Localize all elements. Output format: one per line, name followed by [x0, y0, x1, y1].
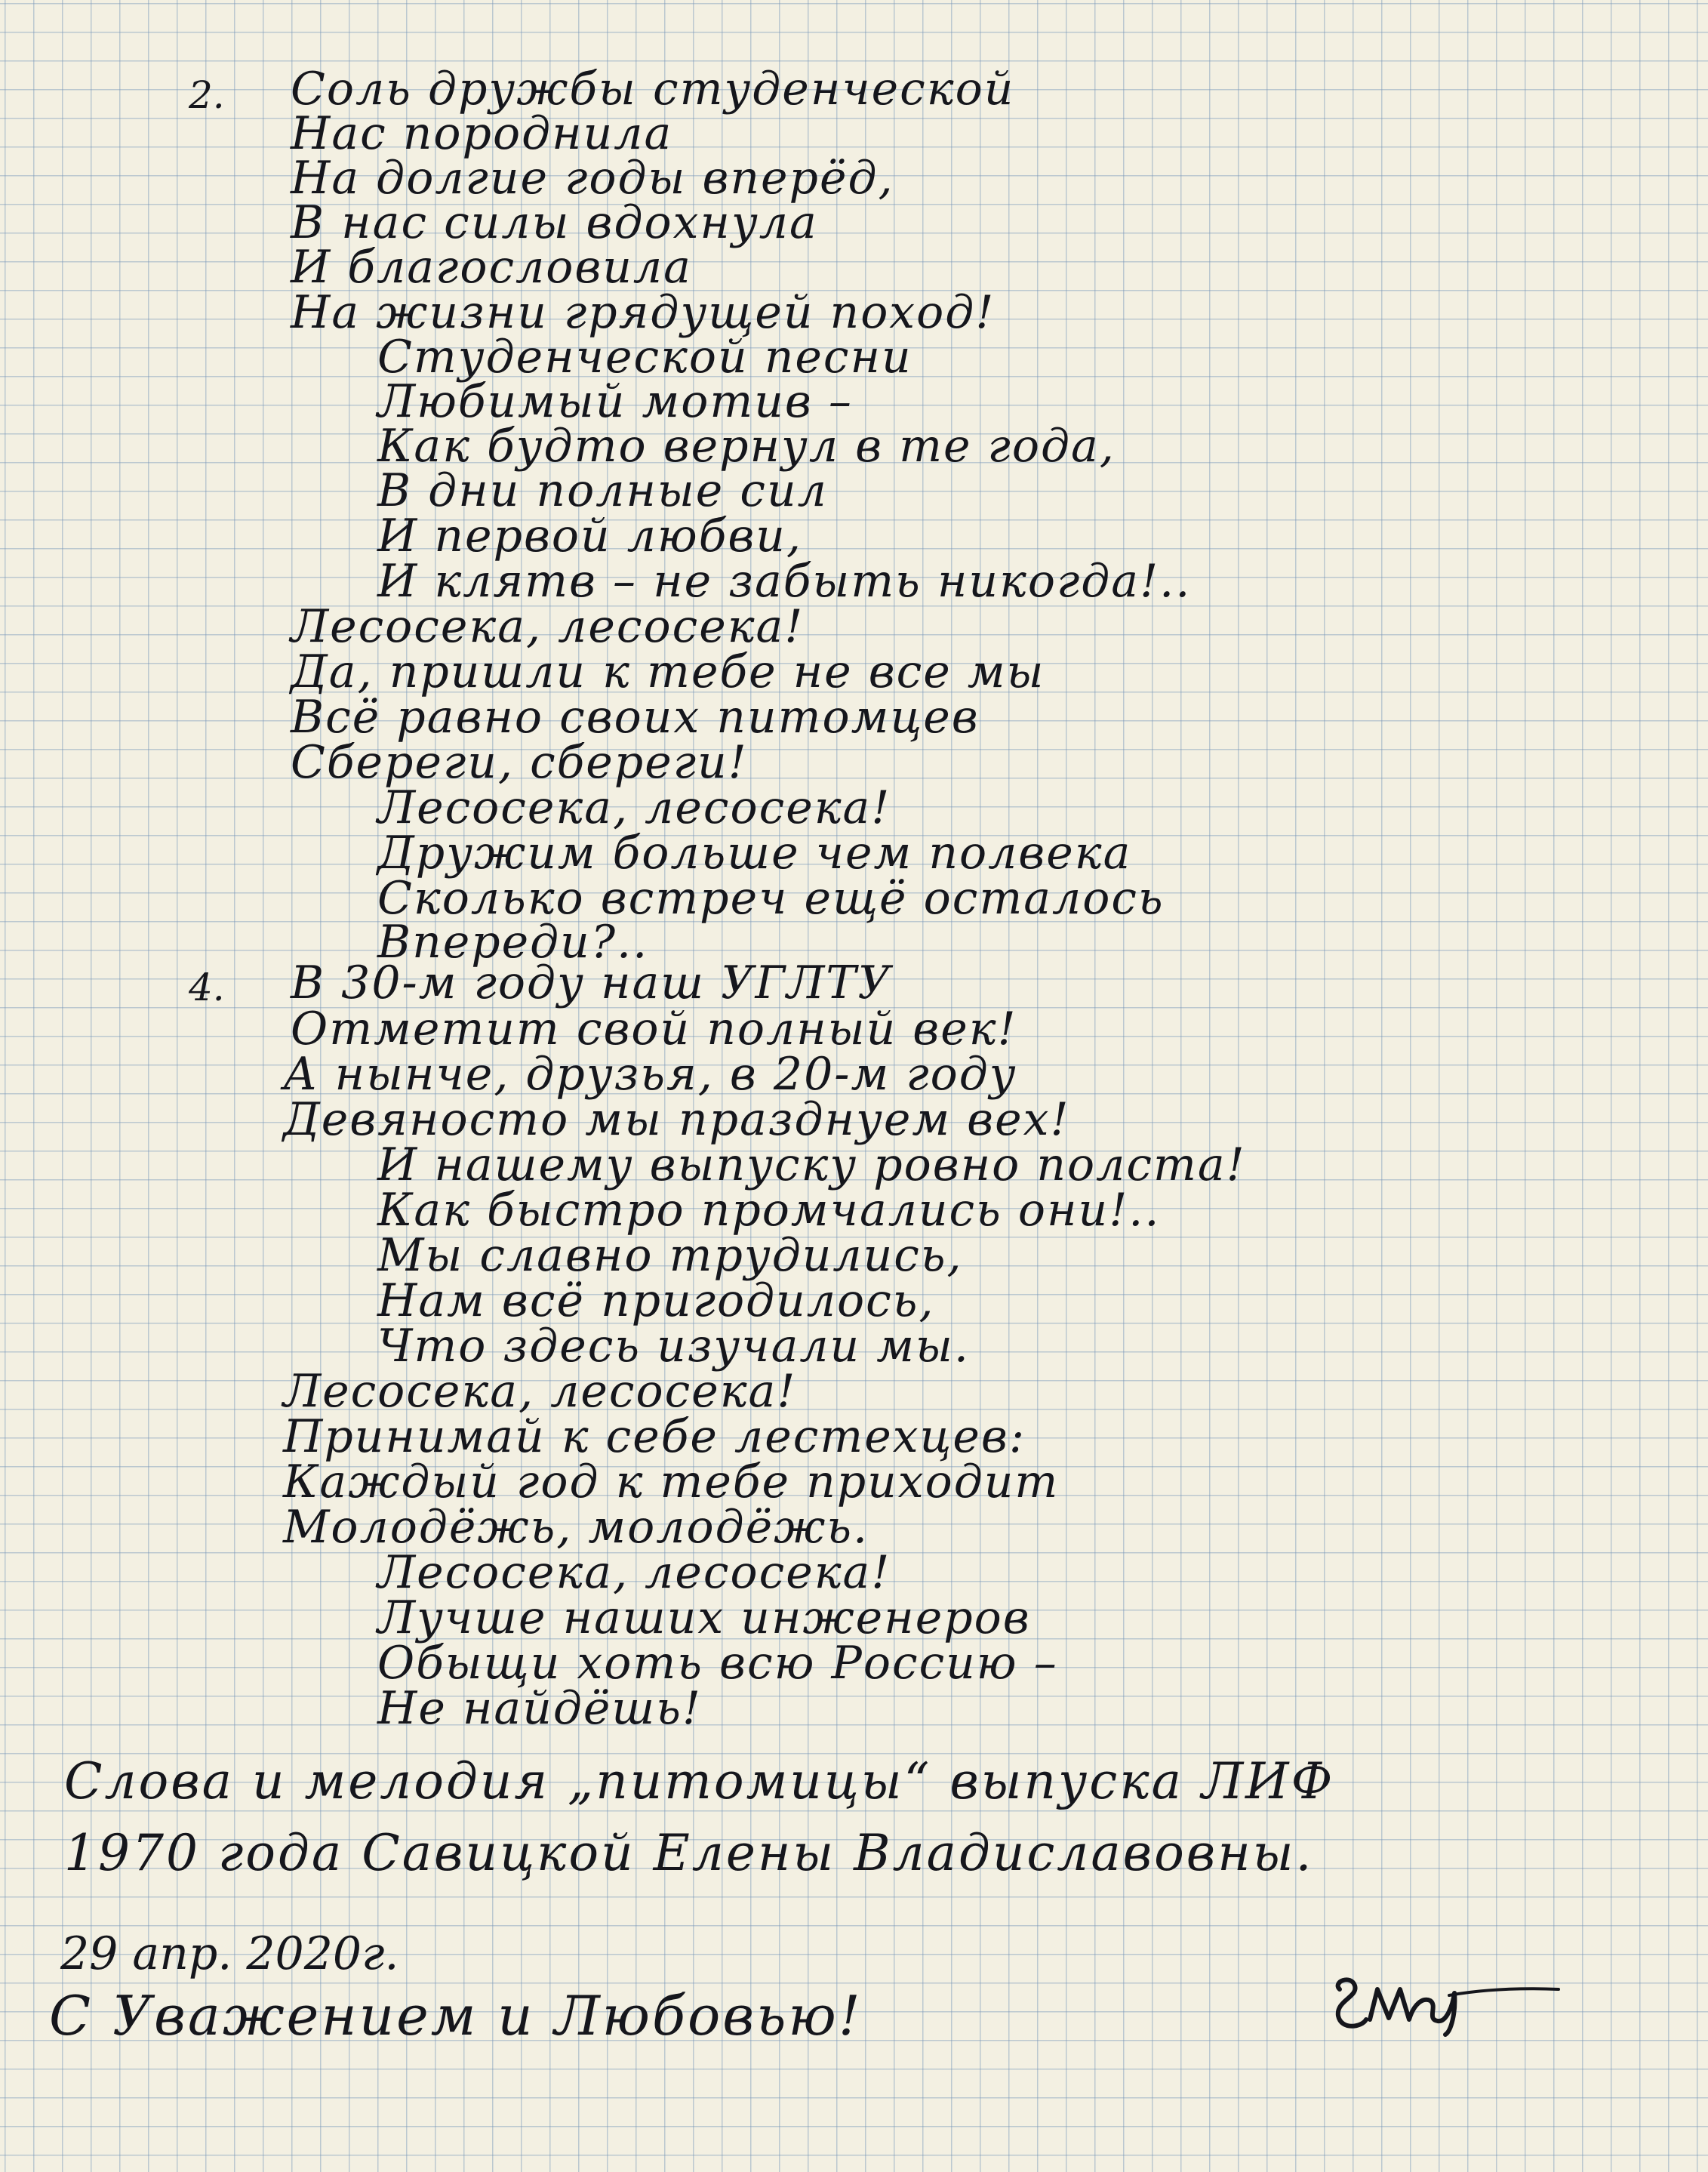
verse-2-line: Соль дружбы студенческой [291, 63, 1015, 116]
verse-4-line: Девяносто мы празднуем вех! [283, 1093, 1070, 1146]
verse-2-number: 2. [189, 73, 225, 117]
signature [1325, 1959, 1566, 2042]
verse-4-line: Мы славно трудились, [377, 1229, 963, 1282]
verse-4-line: Обыщи хоть всю Россию – [377, 1637, 1058, 1690]
verse-4-line: Молодёжь, молодёжь. [283, 1501, 869, 1554]
verse-2-line: Всё равно своих питомцев [291, 691, 980, 744]
verse-2-line: На долгие годы вперёд, [291, 152, 894, 205]
verse-4-line: Лучше наших инженеров [377, 1591, 1031, 1644]
verse-2-line: Да, пришли к тебе не все мы [291, 645, 1045, 698]
verse-2-line: Лесосека, лесосека! [377, 781, 891, 834]
verse-2-line: Лесосека, лесосека! [291, 600, 805, 653]
verse-4-line: Не найдёшь! [377, 1682, 702, 1735]
verse-4-line: Лесосека, лесосека! [283, 1365, 797, 1418]
verse-4-line: Лесосека, лесосека! [377, 1546, 891, 1599]
verse-2-line: Впереди?.. [377, 916, 649, 969]
verse-4-line: Что здесь изучали мы. [377, 1320, 970, 1373]
verse-4-line: Как быстро промчались они!.. [377, 1184, 1161, 1237]
verse-2-line: Сбереги, сбереги! [291, 736, 748, 789]
verse-2-line: В дни полные сил [377, 464, 828, 517]
verse-2-line: На жизни грядущей поход! [291, 286, 996, 339]
verse-2-line: И клятв – не забыть никогда!.. [377, 555, 1192, 608]
verse-4-line: Отметит свой полный век! [291, 1003, 1017, 1055]
verse-4-line: Принимай к себе лестехцев: [283, 1410, 1026, 1463]
verse-2-line: И благословила [291, 241, 692, 294]
verse-2-line: Дружим больше чем полвека [377, 827, 1132, 880]
verse-2-line: И первой любви, [377, 510, 802, 562]
credits-line-1: Слова и мелодия „питомицы“ выпуска ЛИФ [64, 1752, 1335, 1810]
credits-line-2: 1970 года Савицкой Елены Владиславовны. [64, 1824, 1314, 1882]
verse-2-line: Нас породнила [291, 107, 673, 160]
verse-4-line: Нам всё пригодилось, [377, 1274, 935, 1327]
verse-4-line: В 30-м году наш УГЛТУ [291, 957, 892, 1009]
date: 29 апр. 2020г. [60, 1927, 399, 1980]
closing-greeting: С Уважением и Любовью! [49, 1984, 863, 2047]
verse-2-line: Любимый мотив – [377, 375, 853, 428]
verse-4-line: И нашему выпуску ровно полста! [377, 1138, 1246, 1191]
verse-4-line: Каждый год к тебе приходит [283, 1456, 1060, 1508]
verse-4-line: А нынче, друзья, в 20-м году [283, 1048, 1017, 1101]
verse-2-line: Студенческой песни [377, 331, 912, 384]
verse-2-line: Как будто вернул в те года, [377, 420, 1116, 473]
verse-4-number: 4. [189, 966, 225, 1009]
verse-2-line: В нас силы вдохнула [291, 196, 818, 249]
verse-2-line: Сколько встреч ещё осталось [377, 872, 1165, 925]
